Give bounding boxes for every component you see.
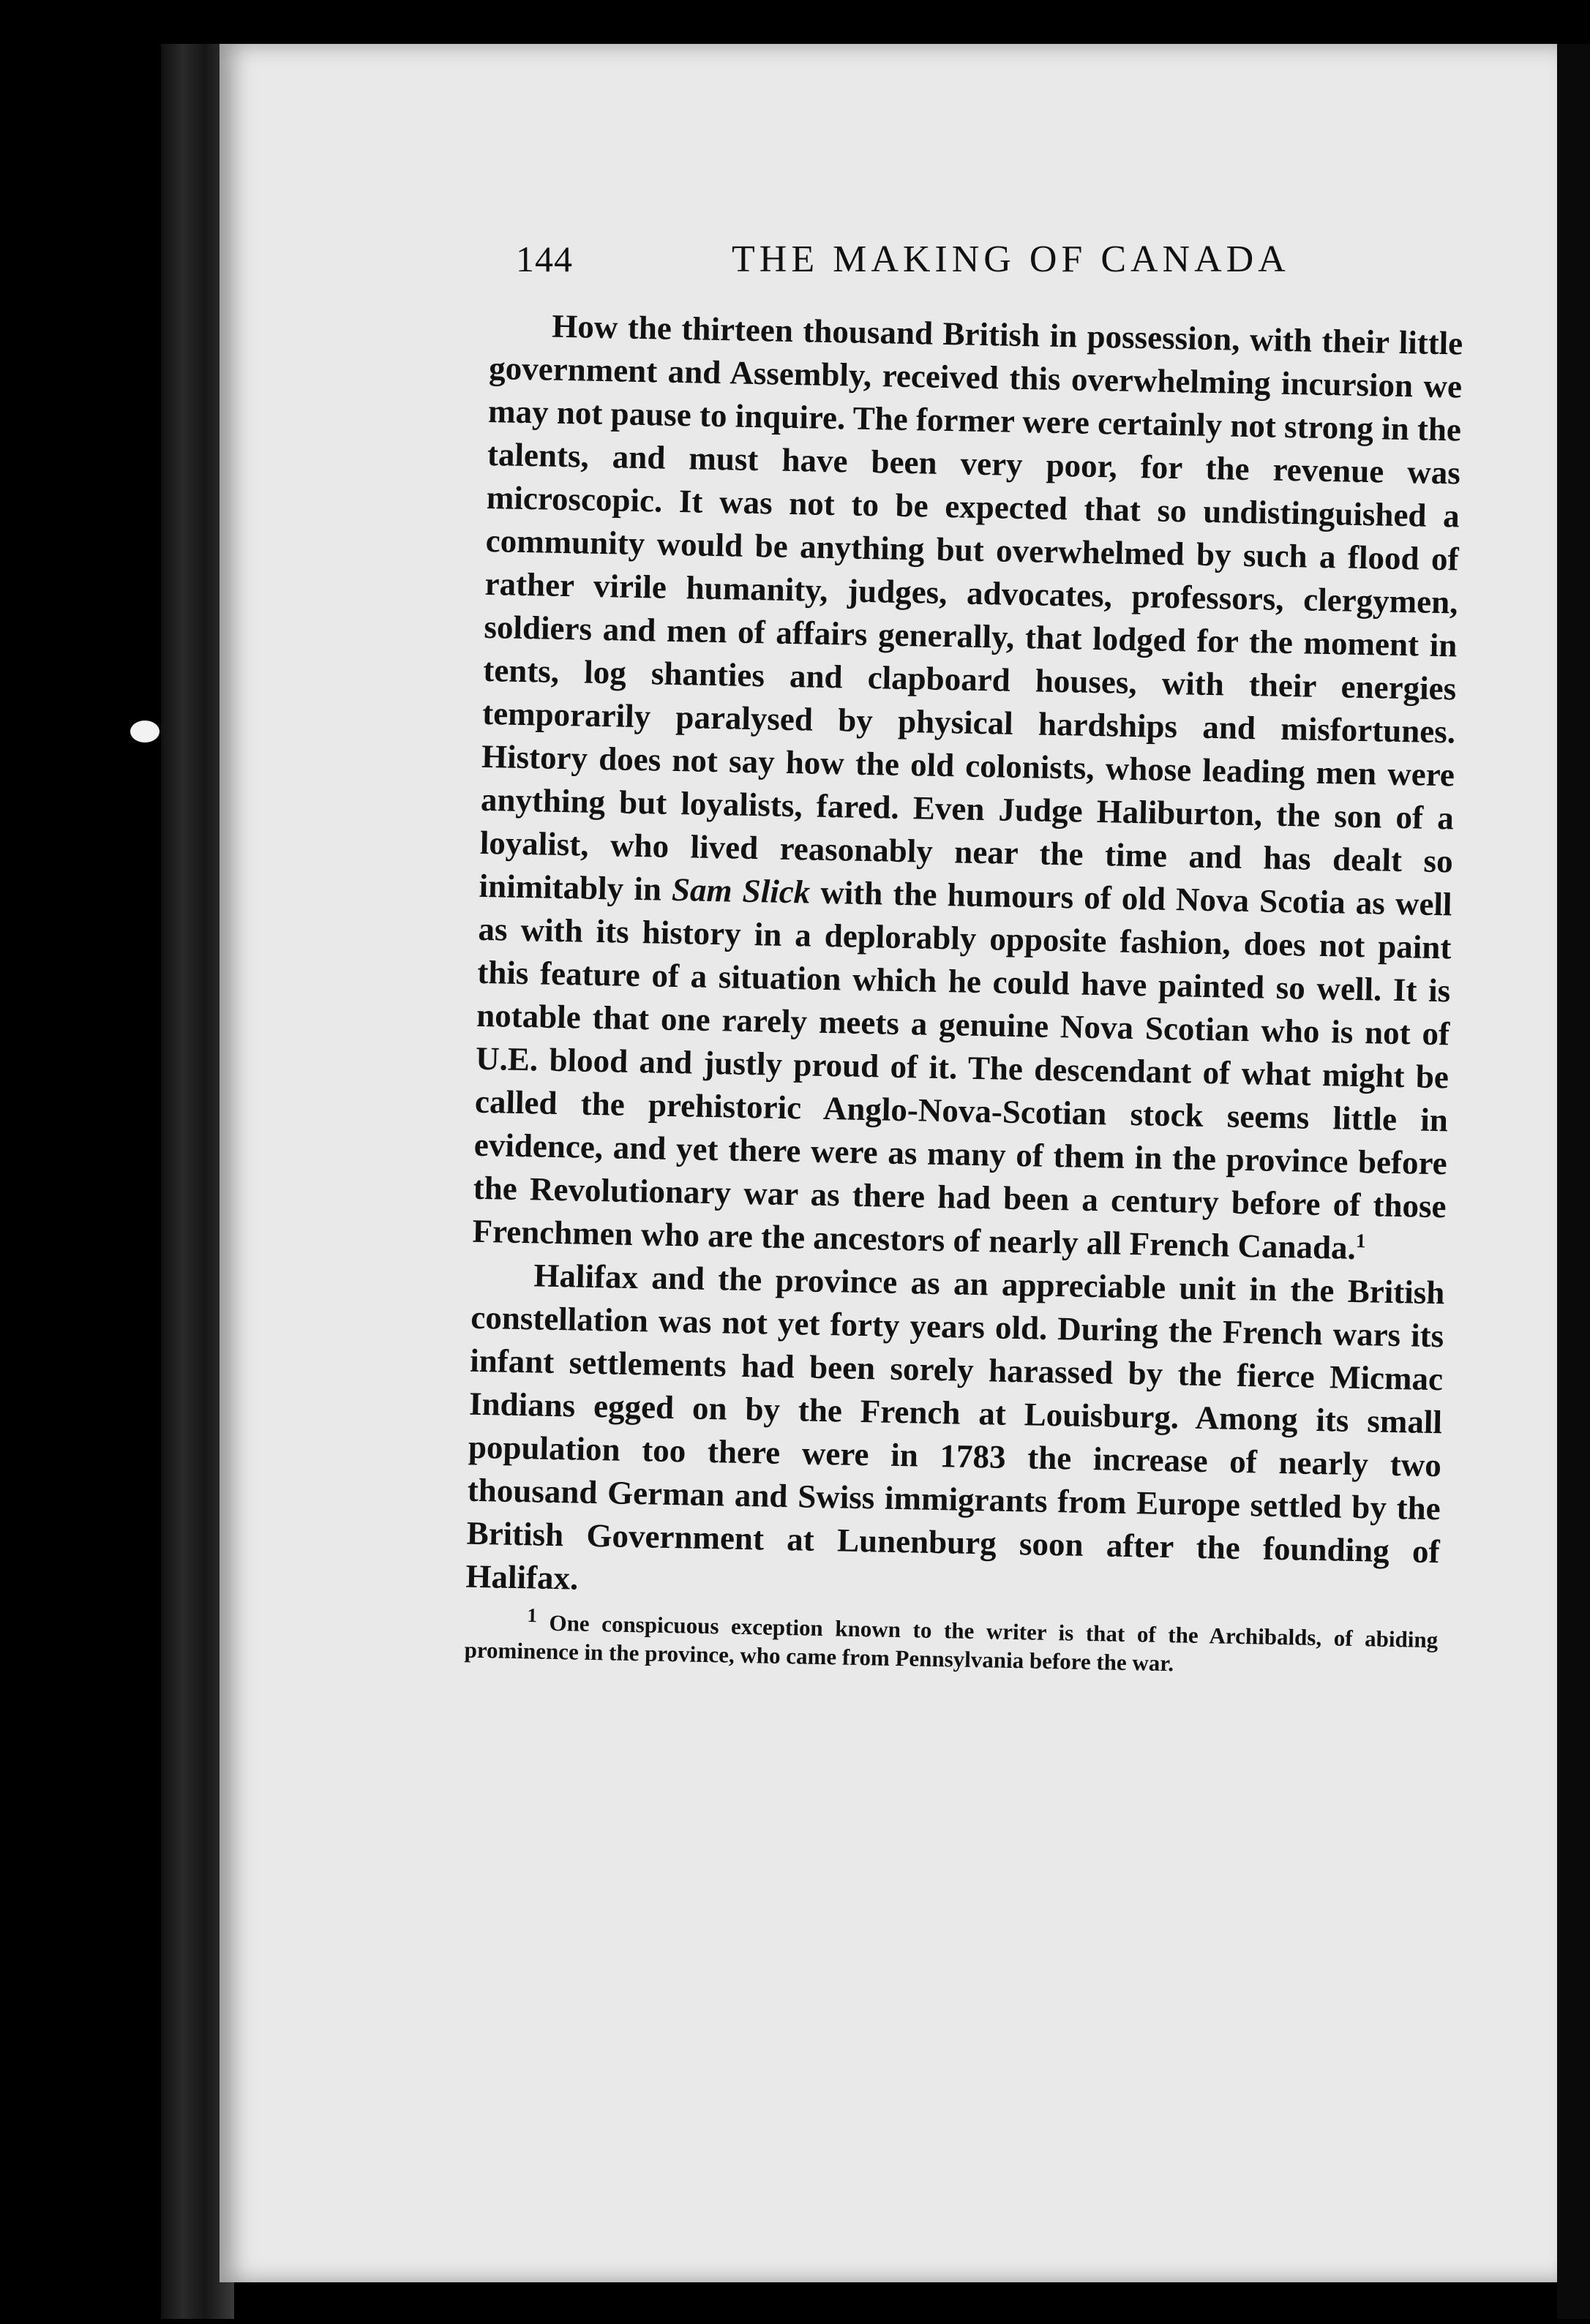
paragraph-1-part-2: with the humours of old Nova Scotia as well as with its history in a deplorably opposite fashion, does not paint this feature of a situation which he could have painted so well. It is notable that one rarely meets a genuine Nova Scotian who is not of U.E. blood and justly proud of it. The descendant of what might be called the prehistoric Anglo-Nova-Scotian stock seems little in evidence, and yet there were as many of them in the province before the Revolutionary war as there had been a century before of those Frenchmen who are the ancestors of nearly all French Canada. xyxy=(472,873,1452,1266)
running-head xyxy=(516,238,1526,296)
paragraph-1 xyxy=(472,304,1463,1271)
footnote-marker: 1 xyxy=(527,1603,538,1627)
paragraph-1-part-1: How the thirteen thousand British in possession, with their little government and Assembly, received this overwhelming incursion we may not pause to inquire. The former were certainly not strong in the talents, and must have been very poor, for the revenue was microscopic. It was not to be expected that so undistinguished a community would be anything but overwhelmed by such a flood of rather virile humanity, judges, advocates, professors, clergymen, soldiers and men of affairs generally, that lodged for the moment in tents, log shanties and clapboard houses, with their energies temporarily paralysed by physical hardships and misfortunes. History does not say how the old colonists, whose leading men were anything but loyalists, fared. Even Judge Haliburton, the son of a loyalist, who lived reasonably near the time and has dealt so inimitably in xyxy=(479,307,1463,908)
book-title-italic: Sam Slick xyxy=(671,870,811,911)
running-title: THE MAKING OF CANADA xyxy=(732,238,1290,280)
body-text xyxy=(464,304,1463,1682)
paragraph-2: Halifax and the province as an appreciable unit in the British constellation was not yet forty years old. During the French wars its infant settlements had been sorely harassed by the fierce Micmac Indians egged on by the French at Louisburg. Among its small population too there were in 1783 the increase of nearly two thousand German and Swiss immigrants from Europe settled by the British Government at Lunenburg soon after the founding of Halifax. xyxy=(465,1257,1445,1597)
footnote-reference: 1 xyxy=(1355,1229,1366,1252)
page-right-edge xyxy=(1557,44,1590,2319)
scan-blemish xyxy=(130,721,160,742)
footnote-text: One conspicuous exception known to the writer is that of the Archibalds, of abiding prominence in the province, who came from Pennsylvania before the war. xyxy=(464,1609,1439,1677)
page-number: 144 xyxy=(516,238,573,279)
